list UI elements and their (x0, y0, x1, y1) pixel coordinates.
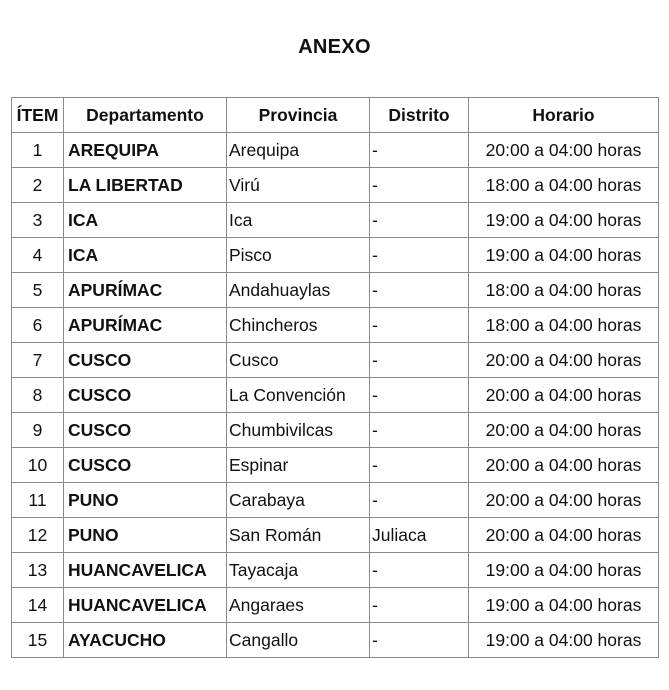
cell-departamento: APURÍMAC (64, 273, 227, 308)
cell-departamento: HUANCAVELICA (64, 588, 227, 623)
column-header-distrito: Distrito (370, 98, 469, 133)
cell-item: 8 (12, 378, 64, 413)
table-row (12, 133, 659, 168)
cell-distrito: - (370, 273, 469, 308)
cell-horario: 18:00 a 04:00 horas (469, 308, 659, 343)
cell-horario: 20:00 a 04:00 horas (469, 518, 659, 553)
cell-departamento: APURÍMAC (64, 308, 227, 343)
cell-departamento: AYACUCHO (64, 623, 227, 658)
cell-distrito: - (370, 483, 469, 518)
cell-provincia: Chumbivilcas (227, 413, 370, 448)
table-body (12, 133, 659, 658)
column-header-item: ÍTEM (12, 98, 64, 133)
cell-departamento: ICA (64, 203, 227, 238)
cell-item: 5 (12, 273, 64, 308)
cell-item: 12 (12, 518, 64, 553)
cell-item: 7 (12, 343, 64, 378)
cell-departamento: AREQUIPA (64, 133, 227, 168)
cell-item: 9 (12, 413, 64, 448)
cell-horario: 18:00 a 04:00 horas (469, 168, 659, 203)
cell-item: 6 (12, 308, 64, 343)
table-row (12, 553, 659, 588)
table-row (12, 168, 659, 203)
cell-item: 2 (12, 168, 64, 203)
cell-horario: 20:00 a 04:00 horas (469, 133, 659, 168)
cell-provincia: Pisco (227, 238, 370, 273)
cell-provincia: La Convención (227, 378, 370, 413)
cell-horario: 19:00 a 04:00 horas (469, 588, 659, 623)
cell-horario: 20:00 a 04:00 horas (469, 378, 659, 413)
cell-item: 15 (12, 623, 64, 658)
cell-distrito: - (370, 448, 469, 483)
table-row (12, 588, 659, 623)
column-header-horario: Horario (469, 98, 659, 133)
cell-item: 1 (12, 133, 64, 168)
cell-departamento: PUNO (64, 483, 227, 518)
table-row (12, 273, 659, 308)
cell-horario: 20:00 a 04:00 horas (469, 483, 659, 518)
table-row (12, 378, 659, 413)
cell-horario: 20:00 a 04:00 horas (469, 413, 659, 448)
cell-item: 10 (12, 448, 64, 483)
cell-provincia: San Román (227, 518, 370, 553)
table-row (12, 483, 659, 518)
cell-provincia: Espinar (227, 448, 370, 483)
cell-departamento: ICA (64, 238, 227, 273)
cell-distrito: - (370, 203, 469, 238)
cell-provincia: Andahuaylas (227, 273, 370, 308)
table-row (12, 238, 659, 273)
cell-provincia: Cusco (227, 343, 370, 378)
cell-distrito: - (370, 378, 469, 413)
cell-distrito: - (370, 133, 469, 168)
cell-provincia: Carabaya (227, 483, 370, 518)
table-row (12, 413, 659, 448)
cell-distrito: - (370, 343, 469, 378)
table-row (12, 623, 659, 658)
cell-provincia: Tayacaja (227, 553, 370, 588)
cell-departamento: CUSCO (64, 413, 227, 448)
cell-departamento: CUSCO (64, 378, 227, 413)
cell-distrito: - (370, 308, 469, 343)
cell-horario: 19:00 a 04:00 horas (469, 623, 659, 658)
cell-provincia: Arequipa (227, 133, 370, 168)
cell-distrito: - (370, 623, 469, 658)
cell-horario: 20:00 a 04:00 horas (469, 343, 659, 378)
header-row (12, 98, 659, 133)
cell-horario: 19:00 a 04:00 horas (469, 553, 659, 588)
cell-departamento: PUNO (64, 518, 227, 553)
cell-item: 4 (12, 238, 64, 273)
table-row (12, 518, 659, 553)
table-row (12, 448, 659, 483)
cell-provincia: Angaraes (227, 588, 370, 623)
cell-provincia: Ica (227, 203, 370, 238)
cell-horario: 19:00 a 04:00 horas (469, 238, 659, 273)
cell-distrito: Juliaca (370, 518, 469, 553)
cell-departamento: LA LIBERTAD (64, 168, 227, 203)
cell-horario: 18:00 a 04:00 horas (469, 273, 659, 308)
document-title: ANEXO (298, 36, 371, 58)
cell-distrito: - (370, 588, 469, 623)
cell-horario: 19:00 a 04:00 horas (469, 203, 659, 238)
cell-distrito: - (370, 168, 469, 203)
annex-table (11, 97, 659, 658)
table-header (12, 98, 659, 133)
column-header-provincia: Provincia (227, 98, 370, 133)
cell-distrito: - (370, 413, 469, 448)
cell-provincia: Cangallo (227, 623, 370, 658)
table-row (12, 343, 659, 378)
cell-departamento: CUSCO (64, 343, 227, 378)
cell-distrito: - (370, 553, 469, 588)
cell-item: 3 (12, 203, 64, 238)
cell-distrito: - (370, 238, 469, 273)
column-header-departamento: Departamento (64, 98, 227, 133)
cell-item: 11 (12, 483, 64, 518)
cell-provincia: Chincheros (227, 308, 370, 343)
cell-departamento: CUSCO (64, 448, 227, 483)
cell-departamento: HUANCAVELICA (64, 553, 227, 588)
table-row (12, 308, 659, 343)
cell-item: 14 (12, 588, 64, 623)
cell-horario: 20:00 a 04:00 horas (469, 448, 659, 483)
cell-item: 13 (12, 553, 64, 588)
cell-provincia: Virú (227, 168, 370, 203)
table-row (12, 203, 659, 238)
